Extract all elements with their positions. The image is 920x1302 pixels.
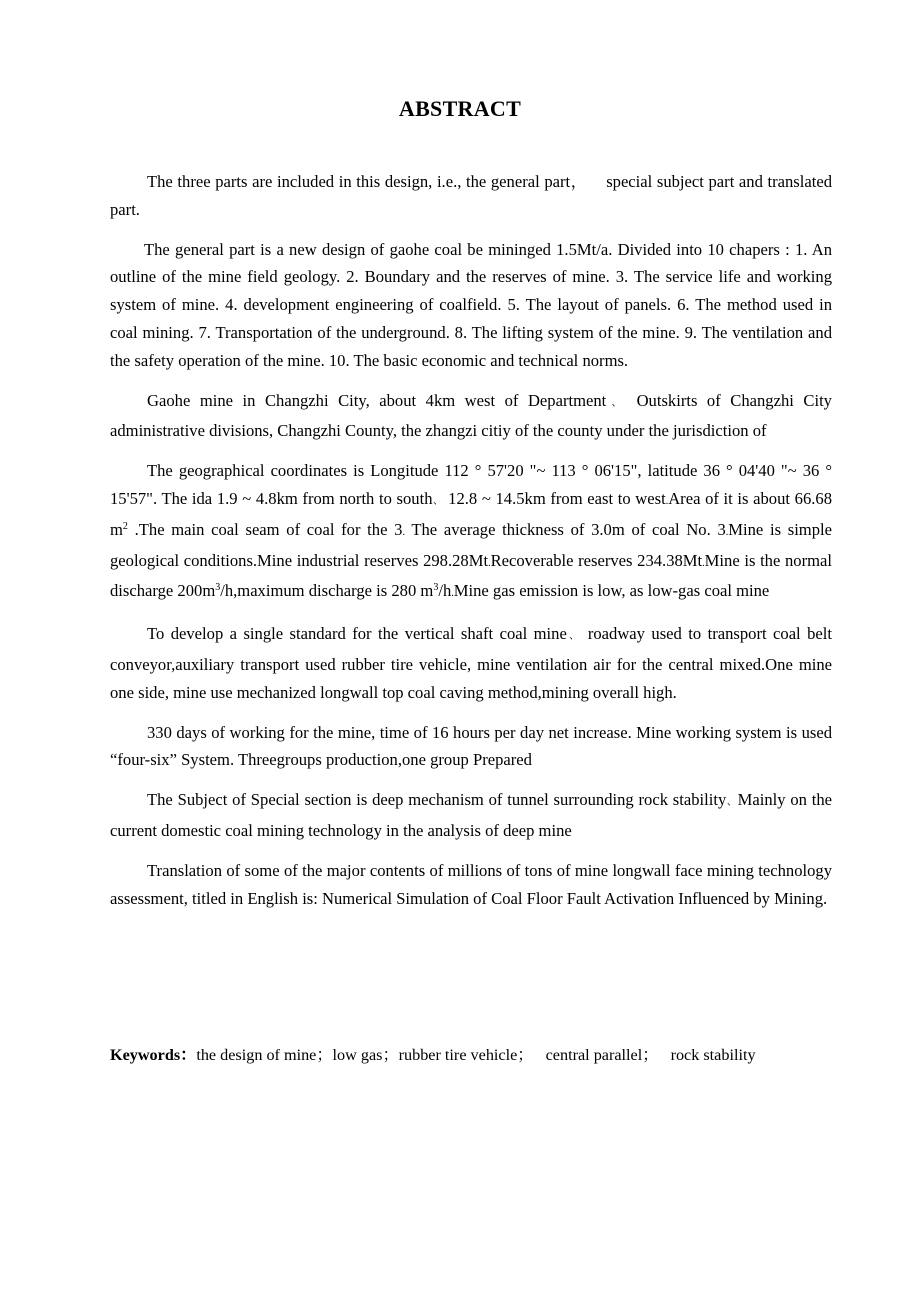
paragraph-4-text-g: Recoverable reserves 234.38Mt bbox=[490, 550, 703, 570]
paragraph-5-text-a: To develop a single standard for the vertical shaft coal mine bbox=[147, 624, 567, 644]
paragraph-4-text-d: .The main coal seam of coal for the 3 bbox=[127, 519, 403, 539]
paragraph-5-separator: 、 bbox=[566, 631, 582, 643]
paragraph-4-text-i: /h,maximum discharge is 280 m bbox=[220, 581, 434, 601]
keyword-item: low gas； bbox=[332, 1046, 399, 1064]
paragraph-4-text-b: 12.8 ~ 14.5km from east to west bbox=[448, 488, 666, 508]
paragraph-4-separator-4: . bbox=[725, 526, 729, 538]
keyword-item: the design of mine； bbox=[196, 1046, 333, 1064]
paragraph-4-separator-5: . bbox=[488, 557, 491, 569]
paragraph-4-text-f: Mine is simple geological conditions.Mine industrial reserves 298.28Mt bbox=[110, 519, 832, 570]
page-title: ABSTRACT bbox=[398, 96, 522, 121]
paragraph-1-fullwidth-comma: ， bbox=[570, 172, 588, 191]
paragraph-7-text-b: Mainly on the current domestic coal mining technology in the analysis of deep mine bbox=[110, 790, 832, 840]
paragraph-7-separator: 、 bbox=[726, 797, 738, 809]
paragraph-4-text-h: Mine is the normal discharge 200m bbox=[110, 550, 832, 601]
keyword-item: rubber tire vehicle； bbox=[398, 1046, 534, 1064]
keywords-line bbox=[110, 1042, 850, 1069]
paragraph-4-separator-7: . bbox=[451, 588, 454, 600]
keyword-item: central parallel； bbox=[545, 1046, 659, 1064]
paragraph-1-text-c: special subject part and translated part. bbox=[110, 172, 833, 219]
paragraph-1 bbox=[110, 168, 832, 224]
superscript-3a: 3 bbox=[215, 582, 221, 594]
paragraph-5-text-b: roadway used to transport coal belt conveyor,auxiliary transport used rubber tire vehicle, mine ventilation air for the central mixed.One mine one side, mine use mechanized longwall top coal caving method,mining overall high. bbox=[110, 624, 832, 702]
paragraph-4-separator-1: 、 bbox=[432, 495, 444, 507]
paragraph-4-text-c: Area of it is about 66.68 m bbox=[110, 488, 832, 539]
superscript-2: 2 bbox=[122, 520, 128, 532]
paragraph-4-text-a: The geographical coordinates is Longitude 112 ° 57'20 "~ 113 ° 06'15", latitude 36 ° 04'40 "~ 36 ° 15'57". The ida 1.9 ~ 4.8km from north to south bbox=[110, 461, 832, 508]
paragraph-2: The general part is a new design of gaohe coal be mininged 1.5Mt/a. Divided into 10 chapers : 1. An outline of the mine field geology. 2. Boundary and the reserves of mine. 3. The service life and working system of mine. 4. development engineering of coalfield. 5. The layout of panels. 6. The method used in coal mining. 7. Transportation of the underground. 8. The lifting system of the mine. 9. The ventilation and the safety operation of the mine. 10. The basic economic and technical norms. bbox=[110, 239, 832, 370]
paragraph-4-separator-3: . bbox=[402, 526, 405, 538]
paragraph-3-separator: 、 bbox=[606, 397, 628, 409]
paragraph-4-text-j: /h bbox=[438, 581, 452, 601]
paragraph-3 bbox=[110, 387, 832, 446]
paragraph-3-text-a: Gaohe mine in Changzhi City, about 4km west of Department bbox=[147, 390, 607, 410]
superscript-3b: 3 bbox=[433, 582, 439, 594]
paragraph-1-text-a: The three parts are included in this design, i.e., the general part bbox=[147, 172, 571, 191]
paragraph-7-text-a: The Subject of Special section is deep mechanism of tunnel surrounding rock stability bbox=[147, 790, 727, 810]
paragraph-6: 330 days of working for the mine, time of 16 hours per day net increase. Mine working system is used “four-six” System. Threegroups production,one group Prepared bbox=[110, 722, 832, 770]
paragraph-4-separator-2: . bbox=[665, 495, 669, 507]
paragraph-4-text-e: The average thickness of 3.0m of coal No. 3 bbox=[404, 519, 726, 539]
paragraph-4-text-k: Mine gas emission is low, as low-gas coal mine bbox=[453, 581, 770, 601]
paragraph-4-separator-6: . bbox=[702, 557, 705, 569]
paragraph-4 bbox=[110, 457, 832, 608]
paragraph-5 bbox=[110, 620, 832, 706]
keyword-item: rock stability bbox=[670, 1046, 756, 1064]
paragraph-8: Translation of some of the major contents of millions of tons of mine longwall face mining technology assessment, titled in English is: Numerical Simulation of Coal Floor Fault Activation Influenced by Mining. bbox=[110, 860, 832, 908]
keywords-label: Keywords： bbox=[110, 1046, 197, 1064]
abstract-body bbox=[110, 168, 832, 924]
paragraph-7 bbox=[110, 786, 832, 845]
paragraph-3-text-b: Outskirts of Changzhi City administrative divisions, Changzhi County, the zhangzi citiy of the county under the jurisdiction of bbox=[110, 390, 832, 441]
